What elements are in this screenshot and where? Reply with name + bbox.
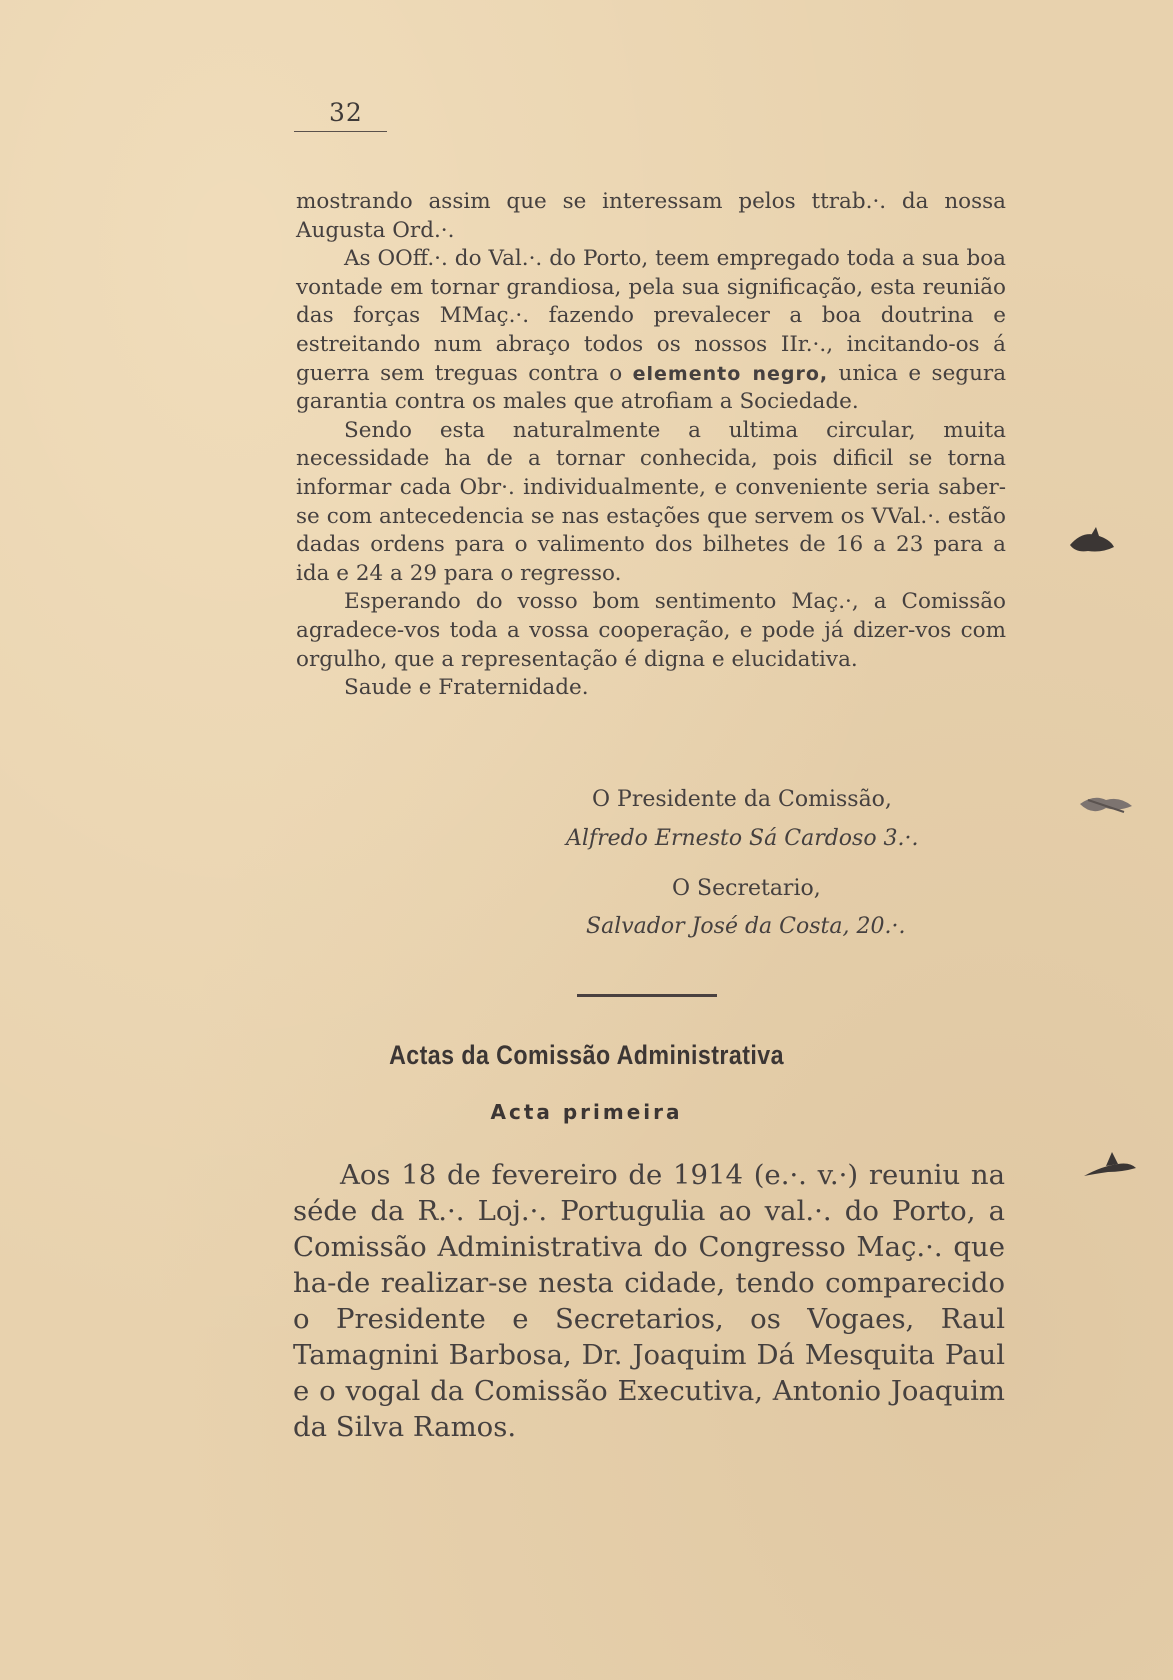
section-title: Actas da Comissão Administrativa [389,1040,784,1070]
page-number-underline [294,131,387,132]
secretary-title: O Secretario, [672,876,821,901]
paragraph-2-end: unica e segura garantia contra os males que atrofiam a Sociedade. [296,360,1007,415]
paragraph-2-text: As OOff.·. do Val.·. do Porto, teem empregado toda a sua boa vontade em tornar grandiosa, pela sua significação, esta reunião das forças MMaç.·. fazendo prevalecer a boa doutrina e estreitando num abraço todos os nossos IIr.·., incitando-os á guerra sem treguas contra o [296,246,1006,386]
secretary-name: Salvador José da Costa, 20.·. [586,914,906,939]
circular-text [296,188,1006,703]
binding-hole-mark-icon [1066,525,1118,561]
emphasis-elemento-negro: elemento negro, [632,362,829,385]
binding-hole-mark-icon [1076,786,1136,826]
paragraph-5: Saude e Fraternidade. [344,675,589,701]
paragraph-4: Esperando do vosso bom sentimento Maç.·, a Comissão agradece-vos toda a vossa cooperação, e pode já dizer-vos com orgulho, que a representação é digna e elucidativa. [296,589,1006,672]
subsection-title: Acta primeira [490,1100,683,1124]
binding-hole-mark-icon [1082,1150,1138,1186]
president-title: O Presidente da Comissão, [592,787,892,812]
acta-text [293,1157,1005,1445]
page-number: 32 [329,98,363,127]
section-separator [577,994,717,997]
president-name: Alfredo Ernesto Sá Cardoso 3.·. [566,826,919,851]
paragraph-1: mostrando assim que se interessam pelos ttrab.·. da nossa Augusta Ord.·. [296,189,1006,243]
acta-paragraph: Aos 18 de fevereiro de 1914 (e.·. v.·) reuniu na séde da R.·. Loj.·. Portugulia ao val.·. do Porto, a Comissão Administrativa do Congresso Maç.·. que ha-de realizar-se nesta cidade, tendo comparecido o Presidente e Secretarios, os Vogaes, Raul Tamagnini Barbosa, Dr. Joaquim Dá Mesquita Paul e o vogal da Comissão Executiva, Antonio Joaquim da Silva Ramos. [293,1159,1005,1443]
paragraph-3: Sendo esta naturalmente a ultima circular, muita necessidade ha de a tornar conhecida, pois dificil se torna informar cada Obr·. individualmente, e conveniente seria saber-se com antecedencia se nas estações que servem os VVal.·. estão dadas ordens para o valimento dos bilhetes de 16 a 23 para a ida e 24 a 29 para o regresso. [296,417,1006,586]
paragraph-2 [296,245,1006,417]
